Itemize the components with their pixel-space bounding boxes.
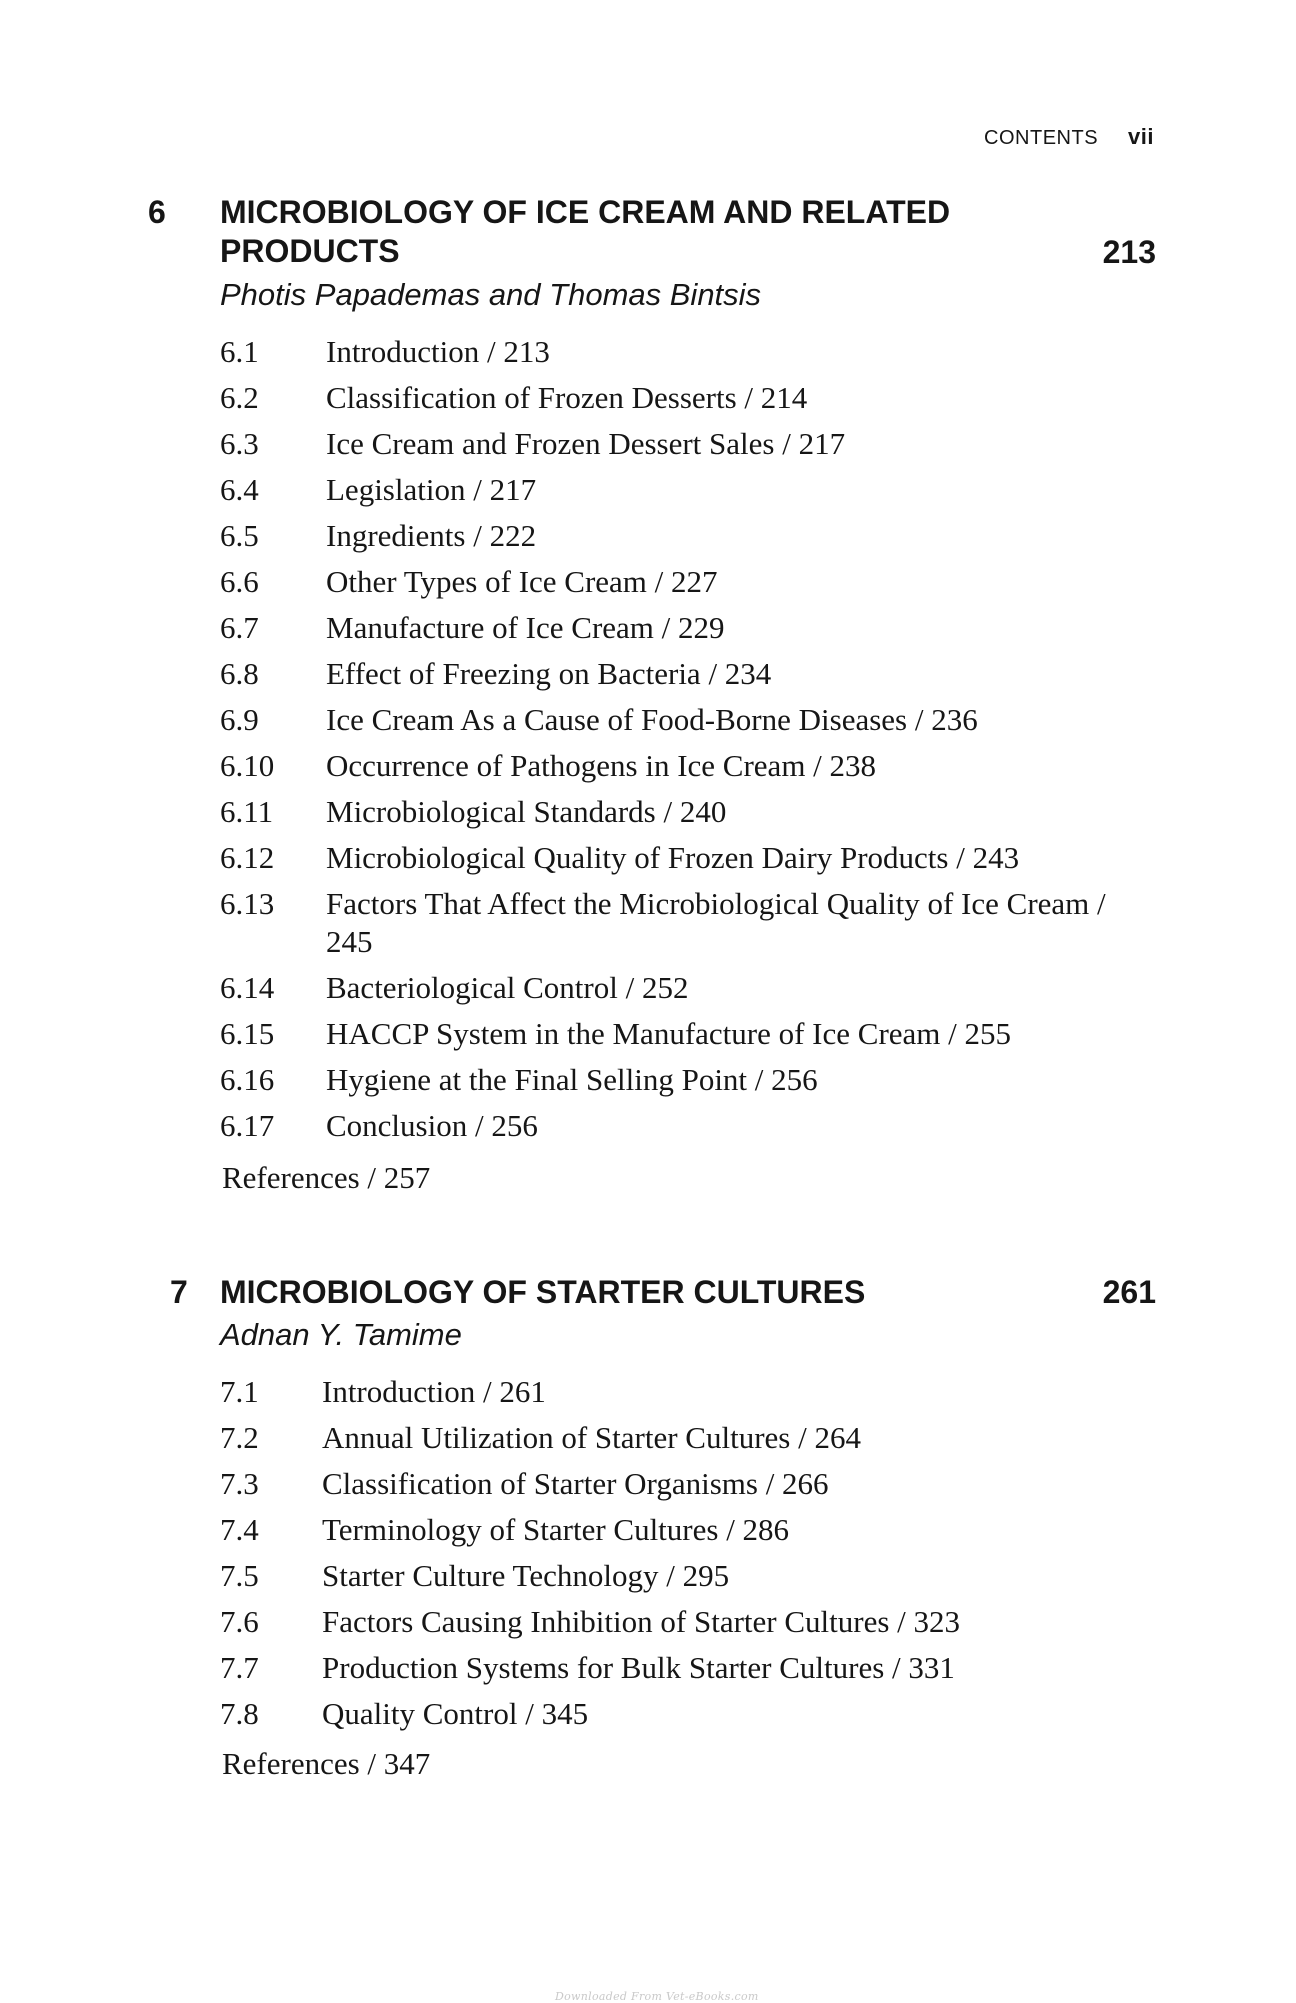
section-title: Factors That Affect the Microbiological Quality of Ice Cream / 245 <box>326 886 1106 959</box>
chapter-title-line-2: PRODUCTS <box>220 233 400 269</box>
footer-watermark: Downloaded From Vet-eBooks.com <box>555 1990 759 2003</box>
section-number: 7.7 <box>220 1650 259 1685</box>
section-title: Ice Cream As a Cause of Food-Borne Diseases / 236 <box>326 702 978 737</box>
section-title: Conclusion / 256 <box>326 1108 538 1143</box>
section-title: Ingredients / 222 <box>326 518 537 553</box>
section-title: Manufacture of Ice Cream / 229 <box>326 610 725 645</box>
section-title: Starter Culture Technology / 295 <box>322 1558 730 1593</box>
section-number: 6.12 <box>220 840 275 875</box>
section-title: Legislation / 217 <box>326 472 537 507</box>
section-number: 7.1 <box>220 1374 259 1409</box>
section-number: 6.16 <box>220 1062 275 1097</box>
section-number: 6.10 <box>220 748 275 783</box>
section-number: 6.17 <box>220 1108 275 1143</box>
section-number: 7.5 <box>220 1558 259 1593</box>
section-title: Hygiene at the Final Selling Point / 256 <box>326 1062 818 1097</box>
chapter-title: MICROBIOLOGY OF STARTER CULTURES <box>220 1274 866 1310</box>
section-title: Terminology of Starter Cultures / 286 <box>322 1512 790 1547</box>
section-number: 7.3 <box>220 1466 259 1501</box>
section-number: 6.11 <box>220 794 274 829</box>
section-number: 6.7 <box>220 610 259 645</box>
section-title: Annual Utilization of Starter Cultures / 264 <box>322 1420 861 1455</box>
section-title: Other Types of Ice Cream / 227 <box>326 564 718 599</box>
section-number: 6.4 <box>220 472 259 507</box>
section-title: Microbiological Quality of Frozen Dairy Products / 243 <box>326 840 1020 875</box>
section-title: Quality Control / 345 <box>322 1696 589 1731</box>
running-head-section: CONTENTS <box>984 127 1099 149</box>
page-folio: vii <box>1128 124 1154 149</box>
section-title: Factors Causing Inhibition of Starter Cultures / 323 <box>322 1604 961 1639</box>
section-title: Introduction / 213 <box>326 334 550 369</box>
section-title: Production Systems for Bulk Starter Cultures / 331 <box>322 1650 955 1685</box>
section-number: 6.8 <box>220 656 259 691</box>
section-title: Bacteriological Control / 252 <box>326 970 689 1005</box>
section-number: 6.6 <box>220 564 259 599</box>
chapter-authors: Photis Papademas and Thomas Bintsis <box>220 277 762 312</box>
section-number: 7.8 <box>220 1696 259 1731</box>
section-number: 6.9 <box>220 702 259 737</box>
references-entry: References / 347 <box>222 1746 431 1781</box>
section-number: 6.13 <box>220 886 275 921</box>
references-entry: References / 257 <box>222 1160 431 1195</box>
section-number: 7.6 <box>220 1604 259 1639</box>
section-title: Ice Cream and Frozen Dessert Sales / 217 <box>326 426 846 461</box>
chapter-page: 261 <box>1102 1274 1156 1310</box>
section-title: Classification of Frozen Desserts / 214 <box>326 380 808 415</box>
section-title: Classification of Starter Organisms / 266 <box>322 1466 829 1501</box>
section-title: Microbiological Standards / 240 <box>326 794 727 829</box>
chapter-page: 213 <box>1102 234 1156 270</box>
section-number: 7.4 <box>220 1512 259 1547</box>
section-number: 6.5 <box>220 518 259 553</box>
section-number: 6.14 <box>220 970 275 1005</box>
section-title: Effect of Freezing on Bacteria / 234 <box>326 656 772 691</box>
chapter-number: 6 <box>148 194 166 230</box>
chapter-number: 7 <box>170 1274 188 1310</box>
chapter-title-line-1: MICROBIOLOGY OF ICE CREAM AND RELATED <box>220 194 951 230</box>
section-title: Occurrence of Pathogens in Ice Cream / 238 <box>326 748 877 783</box>
section-title: HACCP System in the Manufacture of Ice Cream / 255 <box>326 1016 1012 1051</box>
section-number: 7.2 <box>220 1420 259 1455</box>
section-number: 6.2 <box>220 380 259 415</box>
chapter-authors: Adnan Y. Tamime <box>220 1317 462 1352</box>
section-title: Introduction / 261 <box>322 1374 546 1409</box>
running-head <box>984 124 1154 150</box>
section-number: 6.1 <box>220 334 259 369</box>
section-number: 6.3 <box>220 426 259 461</box>
section-number: 6.15 <box>220 1016 275 1051</box>
